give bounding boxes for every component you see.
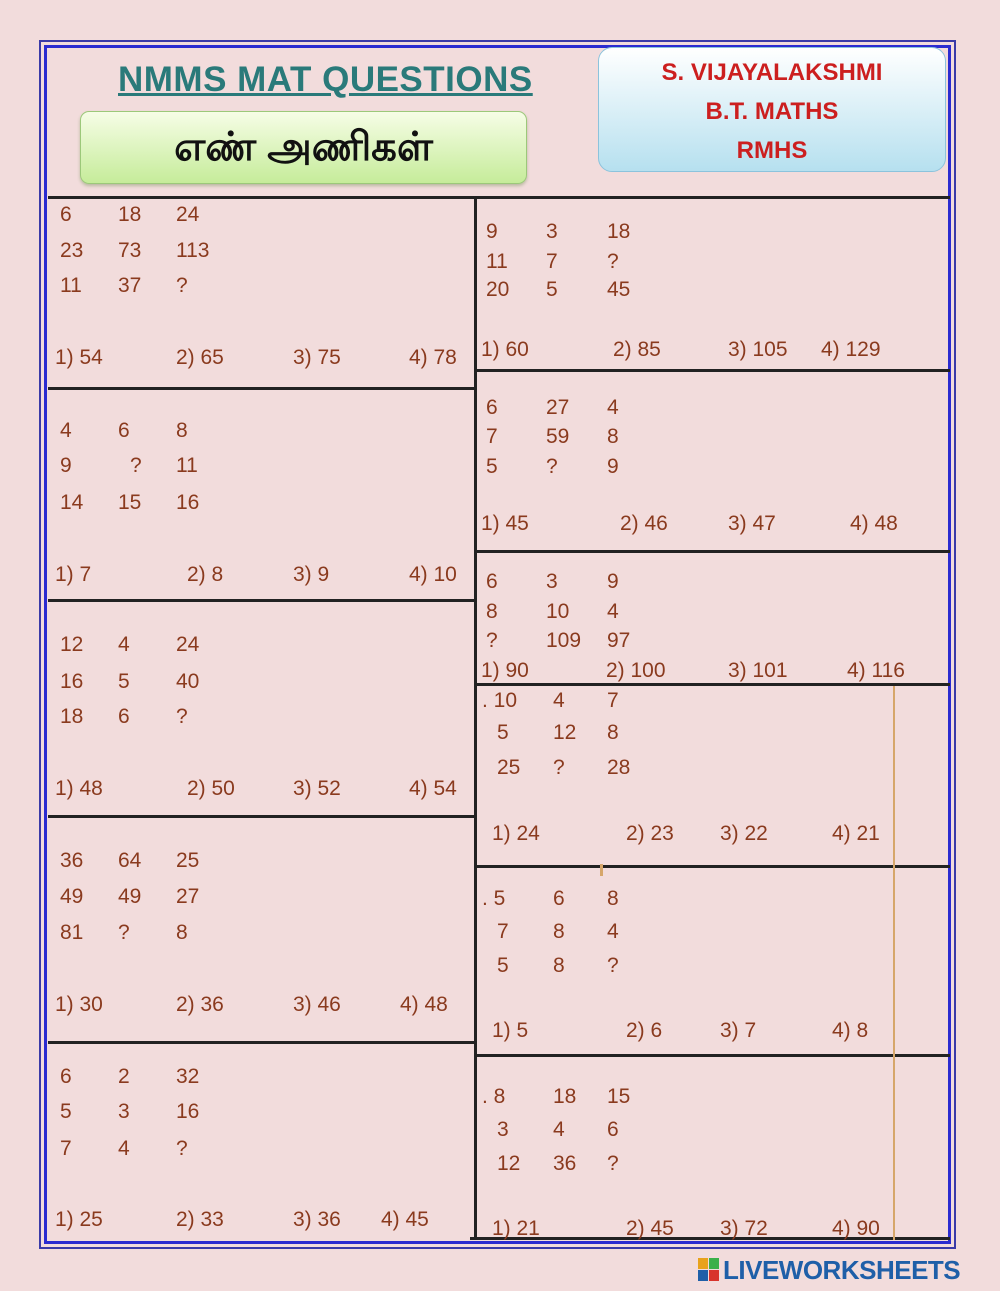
option-4[interactable]: 4) 10 [409,563,457,586]
option-4[interactable]: 4) 54 [409,777,457,800]
cell: 2 [118,1065,130,1088]
grid-line [476,369,950,372]
cell: 3 [497,1118,509,1141]
cell: 7 [607,689,619,712]
cell: 113 [176,239,210,262]
cell: 15 [118,491,142,514]
option-1[interactable]: 1) 48 [55,777,103,800]
cell: 23 [60,239,84,262]
option-1[interactable]: 1) 21 [492,1217,540,1240]
cell: 109 [546,629,582,652]
grid-line [48,196,950,199]
option-1[interactable]: 1) 90 [481,659,529,682]
cell: 9 [607,455,619,478]
cell: 9 [607,570,619,593]
margin-line [893,686,895,1240]
cell: 20 [486,278,510,301]
liveworksheets-logo-icon [698,1258,720,1282]
cell: 6 [118,705,130,728]
cell: 5 [118,670,130,693]
option-2[interactable]: 2) 23 [626,822,674,845]
cell: 49 [60,885,84,908]
cell: 4 [118,1137,130,1160]
option-3[interactable]: 3) 105 [728,338,788,361]
cell: 3 [546,220,558,243]
grid-line [48,1041,475,1044]
cell: 10 [546,600,570,623]
cell: ? [486,629,498,652]
cell: 18 [118,203,142,226]
option-4[interactable]: 4) 8 [832,1019,869,1042]
cell: 36 [553,1152,577,1175]
cell: 11 [486,250,508,273]
grid-line [48,815,475,818]
option-3[interactable]: 3) 47 [728,512,776,535]
option-2[interactable]: 2) 46 [620,512,668,535]
option-2[interactable]: 2) 50 [187,777,235,800]
option-1[interactable]: 1) 45 [481,512,529,535]
cell: 8 [553,954,565,977]
cell: 81 [60,921,84,944]
cell: 5 [546,278,558,301]
cell: 5 [486,455,498,478]
cell: 9 [60,454,72,477]
tamil-subtitle-box: எண் அணிகள் [80,111,527,184]
option-1[interactable]: 1) 54 [55,346,103,369]
cell: 5 [497,954,509,977]
cell: ? [176,705,188,728]
cell: 7 [486,425,498,448]
brand-name: LIVEWORKSHEETS [723,1255,961,1285]
author-subject: B.T. MATHS [705,98,839,125]
cell: 9 [486,220,498,243]
cell: 4 [607,600,619,623]
cell: 4 [607,920,619,943]
option-2[interactable]: 2) 6 [626,1019,663,1042]
cell: 97 [607,629,631,652]
cell: 7 [497,920,509,943]
option-2[interactable]: 2) 45 [626,1217,674,1240]
option-3[interactable]: 3) 7 [720,1019,757,1042]
cell: 8 [607,425,619,448]
cell: ? [607,1152,619,1175]
cell: 27 [176,885,200,908]
cell: 28 [607,756,631,779]
cell: 18 [60,705,84,728]
cell: 11 [176,454,198,477]
cell: 8 [176,419,188,442]
option-2[interactable]: 2) 85 [613,338,661,361]
cell: 6 [486,570,498,593]
cell: 8 [553,920,565,943]
cell: 49 [118,885,142,908]
grid-line [476,683,950,686]
option-2[interactable]: 2) 65 [176,346,224,369]
cell: 73 [118,239,142,262]
cell: 4 [607,396,619,419]
option-4[interactable]: 4) 48 [850,512,898,535]
author-name: S. VIJAYALAKSHMI [661,59,883,86]
cell: 24 [176,203,200,226]
option-1[interactable]: 1) 7 [55,563,92,586]
cell: 6 [60,1065,72,1088]
cell: 3 [546,570,558,593]
option-3[interactable]: 3) 22 [720,822,768,845]
cell: ? [546,455,558,478]
grid-line [476,550,950,553]
cell: 36 [60,849,84,872]
cell: 45 [607,278,631,301]
cell: 12 [497,1152,521,1175]
option-2[interactable]: 2) 33 [176,1208,224,1231]
cell: ? [130,454,142,477]
cell: 6 [553,887,565,910]
cell: 32 [176,1065,200,1088]
grid-line [48,599,475,602]
cell: 6 [60,203,72,226]
option-1[interactable]: 1) 25 [55,1208,103,1231]
option-3[interactable]: 3) 72 [720,1217,768,1240]
option-1[interactable]: 1) 5 [492,1019,529,1042]
cell: ? [176,274,188,297]
cell: 59 [546,425,570,448]
cell: 5 [60,1100,72,1123]
margin-tick [600,864,603,876]
option-4[interactable]: 4) 116 [847,659,905,682]
option-1[interactable]: 1) 30 [55,993,103,1016]
cell: 37 [118,274,142,297]
cell: 40 [176,670,200,693]
option-1[interactable]: 1) 60 [481,338,529,361]
option-3[interactable]: 3) 9 [293,563,330,586]
cell: 4 [553,1118,565,1141]
cell: 8 [607,721,619,744]
cell: ? [607,250,619,273]
cell: 6 [118,419,130,442]
grid-line [476,1054,950,1057]
author-box [598,47,946,172]
cell: ? [118,921,130,944]
cell: . 8 [482,1085,506,1108]
cell: 16 [60,670,84,693]
grid-line [474,196,477,1240]
cell: 8 [486,600,498,623]
cell: 18 [553,1085,577,1108]
option-3[interactable]: 3) 101 [728,659,788,682]
option-2[interactable]: 2) 8 [187,563,224,586]
option-4[interactable]: 4) 129 [821,338,881,361]
option-4[interactable]: 4) 78 [409,346,457,369]
cell: 16 [176,491,200,514]
option-2[interactable]: 2) 36 [176,993,224,1016]
cell: 8 [176,921,188,944]
cell: 14 [60,491,84,514]
option-4[interactable]: 4) 90 [832,1217,880,1240]
cell: 24 [176,633,200,656]
option-3[interactable]: 3) 46 [293,993,341,1016]
cell: 16 [176,1100,200,1123]
cell: 8 [607,887,619,910]
cell: 4 [60,419,72,442]
page-title: NMMS MAT QUESTIONS [118,60,533,99]
cell: 5 [497,721,509,744]
cell: 64 [118,849,142,872]
author-school: RMHS [736,137,808,164]
cell: . 5 [482,887,506,910]
cell: ? [176,1137,188,1160]
option-3[interactable]: 3) 36 [293,1208,341,1231]
cell: . 10 [482,689,518,712]
cell: 25 [497,756,521,779]
option-1[interactable]: 1) 24 [492,822,540,845]
option-4[interactable]: 4) 48 [400,993,448,1016]
cell: 15 [607,1085,631,1108]
option-3[interactable]: 3) 52 [293,777,341,800]
cell: 7 [546,250,558,273]
cell: 3 [118,1100,130,1123]
cell: 4 [553,689,565,712]
grid-line [476,865,950,868]
cell: 12 [553,721,577,744]
option-3[interactable]: 3) 75 [293,346,341,369]
option-4[interactable]: 4) 21 [832,822,880,845]
cell: 7 [60,1137,72,1160]
grid-line [48,387,475,390]
option-4[interactable]: 4) 45 [381,1208,429,1231]
cell: 4 [118,633,130,656]
cell: 6 [607,1118,619,1141]
cell: 25 [176,849,200,872]
cell: 11 [60,274,82,297]
cell: 6 [486,396,498,419]
cell: 18 [607,220,631,243]
cell: ? [607,954,619,977]
cell: 12 [60,633,84,656]
option-2[interactable]: 2) 100 [606,659,666,682]
cell: 27 [546,396,570,419]
cell: ? [553,756,565,779]
